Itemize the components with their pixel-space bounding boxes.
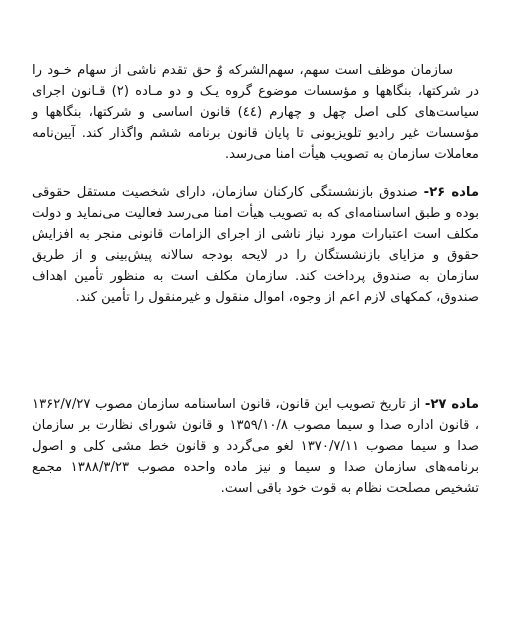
article-27-label: ماده ۲۷- <box>424 397 479 412</box>
paragraph-article-27 <box>32 394 479 499</box>
article-26-text: صندوق بازنشستگی کارکنان سازمان، دارای شخصیت مستقل حقوقی بوده و طبق اساسنامه‌ای که به تصویب هیأت امنا می‌رسد فعالیت می‌نماید و دولت مکلف است اعتبارات مورد نیاز ناشی از اجرای الزامات قانونی منجر به افزایش حقوق و مزایای بازنشستگان را در لایحه بودجه سالانه پیش‌بینی و از طریق سازمان به صندوق پرداخت کند. سازمان مکلف است به منظور تأمین اهداف صندوق، کمکهای لازم اعم از وجوه، اموال منقول و غیرمنقول را تأمین کند. <box>32 185 479 305</box>
article-26-label: ماده ۲۶- <box>423 185 479 200</box>
paragraph-text: سازمان موظف است سهم، سهم‌الشرکه وٌ حق تقدم ناشی از سهام خـود را در شرکتها، بنگاهها و مؤسسات موضوع گروه یـک و دو مـاده (۲) قـانون اجرای سیاست‌های کلی اصل چهل و چهارم (٤٤) قانون اساسی و شرکتها، بنگاهها و مؤسسات غیر رادیو تلویزیونی تا پایان قانون برنامه ششم واگذار کند. آیین‌نامه معاملات سازمان به تصویب هیأت امنا می‌رسد. <box>32 63 479 162</box>
article-27-text: از تاریخ تصویب این قانون، قانون اساسنامه سازمان مصوب ۱۳۶۲/۷/۲۷ ، قانون اداره صدا و سیما مصوب ۱۳۵۹/۱۰/۸ و قانون شورای نظارت بر سازمان صدا و سیما مصوب ۱۳۷۰/۷/۱۱ لغو می‌گردد و قانون خط مشی کلی و اصول برنامه‌های سازمان صدا و سیما و نیز ماده واحده مصوب ۱۳۸۸/۳/۲۳ مجمع تشخیص مصلحت نظام به قوت خود باقی است. <box>32 397 479 496</box>
paragraph-article-26 <box>32 182 479 308</box>
paragraph-asset-transfer <box>32 60 479 165</box>
